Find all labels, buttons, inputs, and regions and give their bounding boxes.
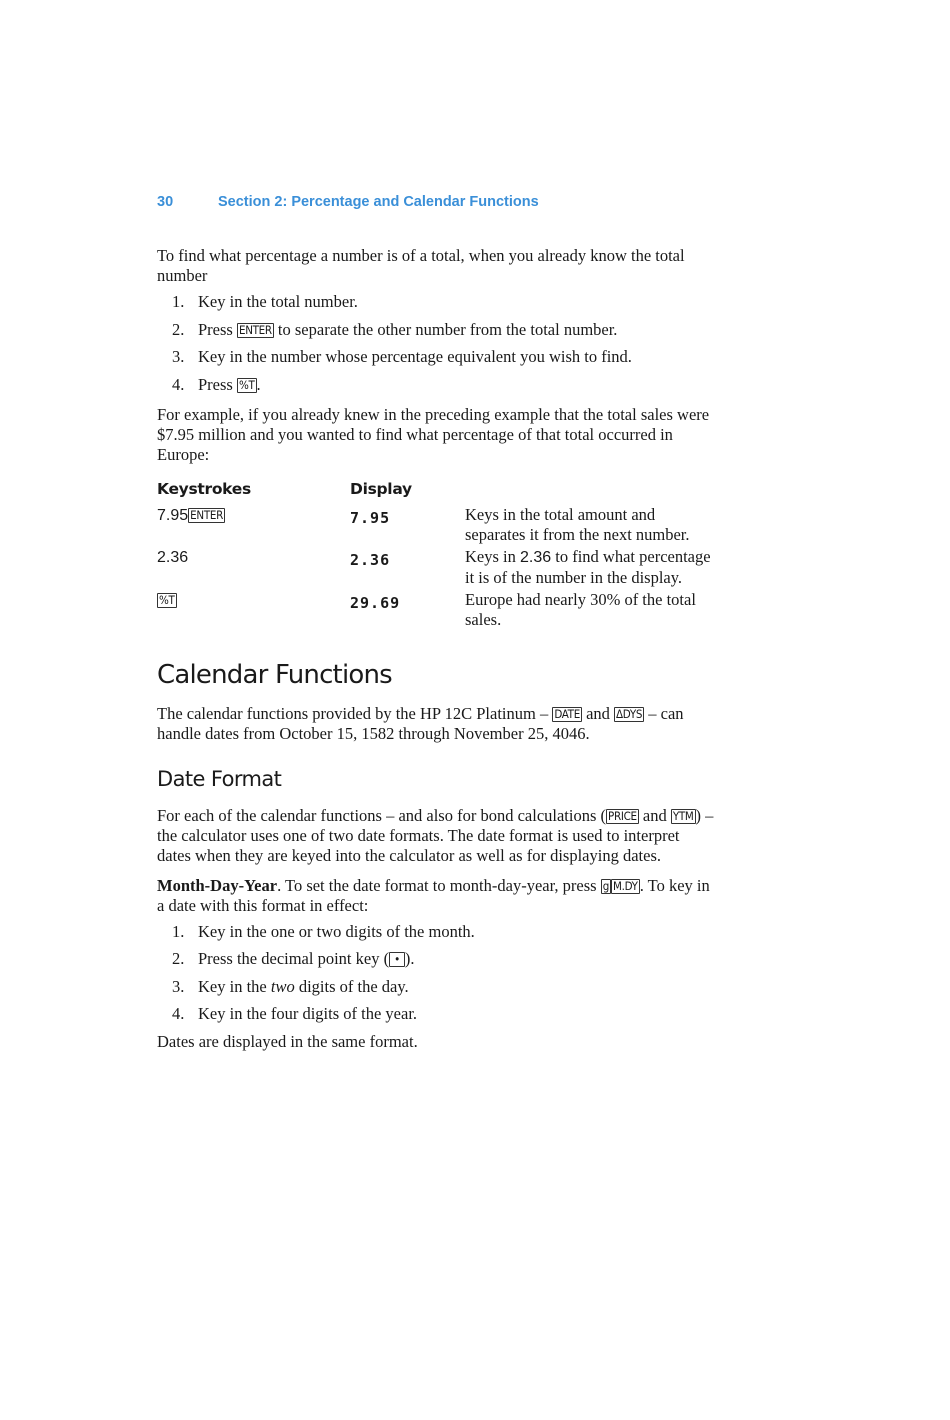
display-value: 7.95 — [350, 508, 391, 527]
page-body — [157, 246, 717, 1052]
display-header: Display — [350, 479, 412, 498]
list-item: 1. Key in the one or two digits of the month. — [172, 921, 475, 941]
list-item: 2. Press ENTER to separate the other number from the total number. — [172, 319, 618, 339]
row-note: Keys in the total amount and separates it from the next number. — [465, 504, 690, 544]
list-item: 1. Key in the total number. — [172, 292, 358, 311]
date-format-paragraph: For each of the calendar functions – and also for bond calculations ( PRICE and YTM ) – the calculator uses one of two date formats. The date format is used to interpret dates when they are keyed into the calculator as well as for displaying dates. — [157, 805, 714, 865]
intro-paragraph: To find what percentage a number is of a total, when you already know the total number — [157, 246, 685, 285]
table-row: 2.36 2.36 Keys in 2.36 to find what percentage it is of the number in the display. — [157, 547, 717, 590]
ytm-key-icon: YTM — [672, 808, 694, 823]
g-key-icon: g — [602, 878, 610, 893]
row-note: Europe had nearly 30% of the total sales. — [465, 589, 696, 629]
list-item: 3. Key in the two digits of the day. — [172, 976, 409, 996]
list-item: 2. Press the decimal point key ( • ). — [172, 949, 415, 968]
page-number: 30 — [157, 194, 174, 210]
date-format-heading: Date Format — [157, 766, 282, 791]
example-paragraph: For example, if you already knew in the preceding example that the total sales were $7.95 million and you wanted to find what percentage of that total occurred in Europe: — [157, 404, 710, 464]
table-row — [157, 590, 717, 632]
list-item: 4. Press %T . — [172, 374, 261, 394]
display-value: 29.69 — [350, 593, 401, 612]
date-key-icon: DATE — [554, 706, 580, 721]
calendar-paragraph: The calendar functions provided by the HP 12C Platinum – DATE and ΔDYS – can handle dates from October 15, 1582 through November 25, 4046. — [157, 703, 684, 743]
closing-paragraph: Dates are displayed in the same format. — [157, 1031, 418, 1051]
list-item: 3. Key in the number whose percentage equivalent you wish to find. — [172, 347, 632, 366]
running-header — [157, 194, 717, 210]
display-value: 2.36 — [350, 550, 391, 569]
price-key-icon: PRICE — [608, 808, 637, 823]
percent-total-key-icon: %T — [159, 592, 175, 607]
intro-steps — [157, 292, 717, 395]
date-steps — [157, 922, 717, 1025]
keystrokes-header: Keystrokes — [157, 479, 251, 498]
enter-key-icon: ENTER — [190, 507, 223, 522]
decimal-point-key-icon: • — [389, 952, 405, 967]
section-title: Section 2: Percentage and Calendar Functions — [218, 194, 539, 210]
keystroke-table — [157, 479, 717, 632]
percent-total-key-icon: %T — [238, 377, 255, 392]
list-item: 4. Key in the four digits of the year. — [172, 1004, 418, 1023]
mdy-key-icon: M.DY — [613, 878, 638, 893]
table-header-row — [157, 479, 717, 505]
calendar-functions-heading: Calendar Functions — [157, 659, 392, 690]
delta-days-key-icon: ΔDYS — [616, 706, 643, 721]
mdy-paragraph: Month-Day-Year. To set the date format to month-day-year, press g M.DY . To key in a date with this format in effect: — [157, 875, 710, 915]
enter-key-icon: ENTER — [238, 322, 272, 337]
row-note: Keys in 2.36 to find what percentage it is of the number in the display. — [465, 546, 711, 587]
table-row: 7.95 ENTER 7.95 Keys in the total amount and separates it from the next number. — [157, 505, 717, 547]
mdy-label: Month-Day-Year — [157, 875, 278, 895]
